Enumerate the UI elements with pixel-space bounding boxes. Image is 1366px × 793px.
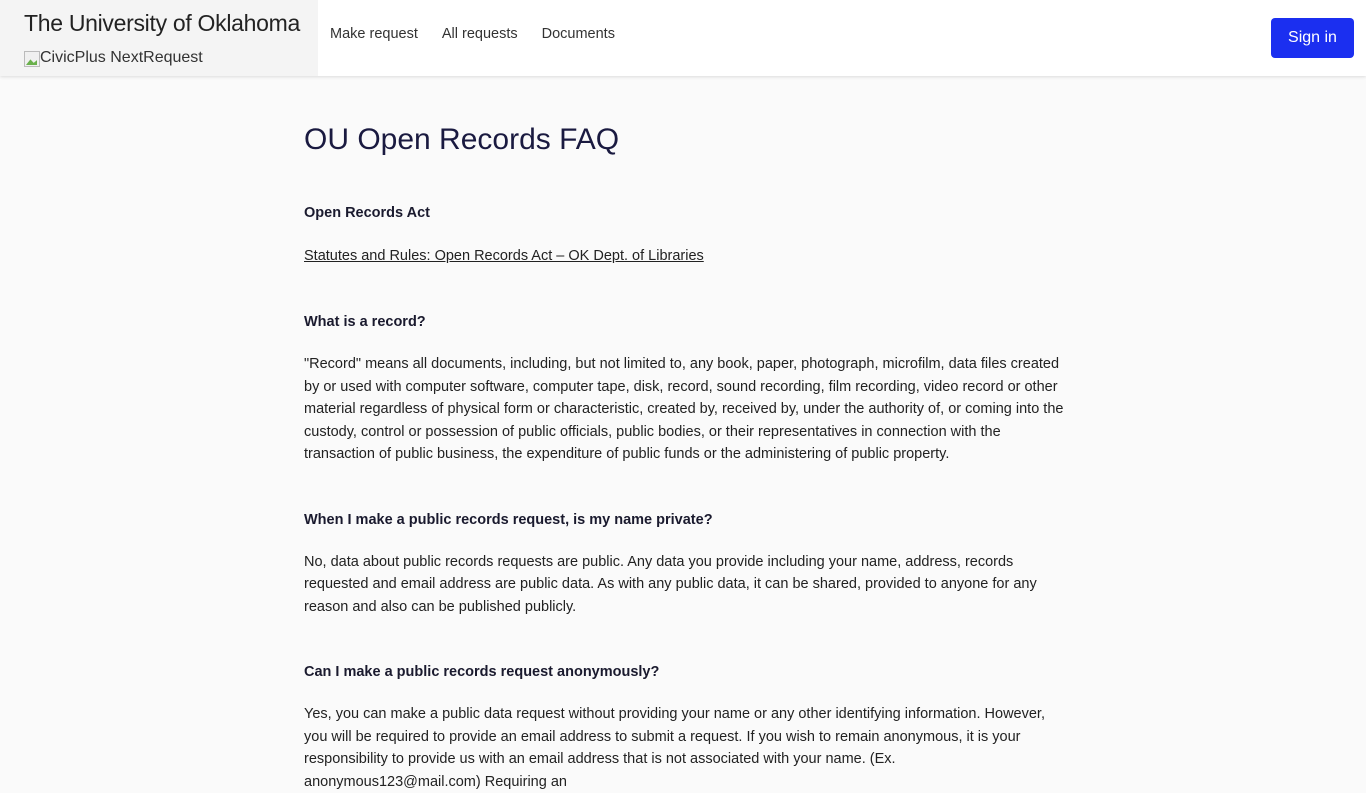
sign-in-button[interactable]: Sign in [1271, 18, 1354, 58]
section-body: "Record" means all documents, including, but not limited to, any book, paper, photograph, microfilm, data files created by or used with computer software, computer tape, disk, record, sound recording, film recording, video record or other material regardless of physical form or characteristic, created by, received by, under the authority of, or coming into the custody, control or possession of public officials, public bodies, or their representatives in connection with the transaction of public business, the expenditure of public funds or the administering of public property. [304, 356, 1064, 462]
faq-section-open-records-act [304, 202, 1064, 267]
broken-image-icon [24, 51, 40, 67]
logo-alt-text: CivicPlus NextRequest [40, 49, 203, 66]
faq-section-what-is-record [304, 311, 1064, 466]
brand-logo[interactable] [24, 49, 203, 67]
brand-area[interactable] [0, 0, 318, 76]
main-nav [330, 26, 615, 42]
faq-section-anonymous [304, 661, 1064, 793]
statutes-link[interactable]: Statutes and Rules: Open Records Act – OK Dept. of Libraries [304, 248, 704, 264]
section-body: No, data about public records requests are public. Any data you provide including your name, address, records requested and email address are public data. As with any public data, it can be shared, provided to anyone for any reason and also can be published publicly. [304, 553, 1037, 615]
brand-title[interactable]: The University of Oklahoma [24, 10, 300, 36]
section-heading: When I make a public records request, is my name private? [304, 511, 713, 528]
main-content [304, 76, 1064, 793]
section-heading: Can I make a public records request anonymously? [304, 664, 660, 680]
faq-section-name-private [304, 509, 1064, 619]
section-heading: What is a record? [304, 314, 426, 330]
nav-make-request[interactable]: Make request [330, 26, 418, 42]
site-header [0, 0, 1366, 76]
section-body: Yes, you can make a public data request without providing your name or any other identifying information. However, you will be required to provide an email address to submit a request. If you wish to remain anonymous, it is your responsibility to provide us with an email address that is not associated with your name. (Ex. anonymous123@mail.com) Requiring an [304, 706, 1045, 790]
page-title: OU Open Records FAQ [304, 123, 620, 156]
nav-all-requests[interactable]: All requests [441, 26, 518, 42]
section-heading: Open Records Act [304, 205, 430, 221]
nav-documents[interactable]: Documents [541, 26, 615, 42]
